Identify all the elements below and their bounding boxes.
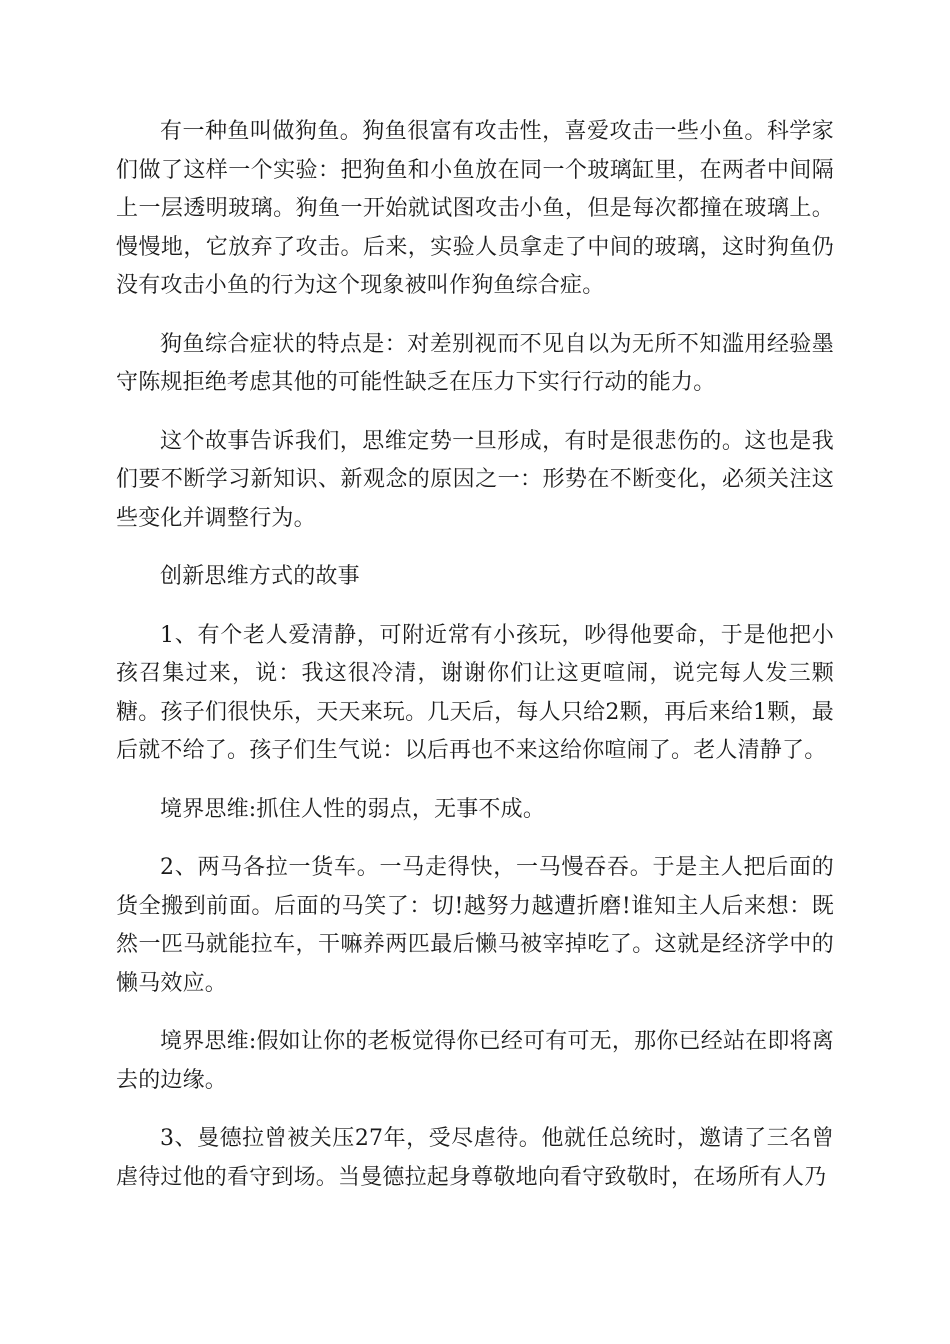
- paragraph-mandela-story: 3、曼德拉曾被关压27年，受尽虐待。他就任总统时，邀请了三名曾虐待过他的看守到场。当曼德拉起身尊敬地向看守致敬时，在场所有人乃: [116, 1126, 834, 1190]
- document-body: [116, 113, 834, 1217]
- paragraph-old-man-story: 1、有个老人爱清静，可附近常有小孩玩，吵得他要命，于是他把小孩召集过来，说：我这很冷清，谢谢你们让这更喧闹，说完每人发三颗糖。孩子们很快乐，天天来玩。几天后，每人只给2颗，再后来给1颗，最后就不给了。孩子们生气说：以后再也不来这给你喧闹了。老人清静了。: [116, 622, 834, 763]
- paragraph-pike-fish-story: 有一种鱼叫做狗鱼。狗鱼很富有攻击性，喜爱攻击一些小鱼。科学家们做了这样一个实验：把狗鱼和小鱼放在同一个玻璃缸里，在两者中间隔上一层透明玻璃。狗鱼一开始就试图攻击小鱼，但是每次都撞在玻璃上。慢慢地，它放弃了攻击。后来，实验人员拿走了中间的玻璃，这时狗鱼仍没有攻击小鱼的行为这个现象被叫作狗鱼综合症。: [116, 119, 834, 298]
- paragraph-insight-1: 境界思维:抓住人性的弱点，无事不成。: [160, 796, 546, 822]
- paragraph-insight-2: 境界思维:假如让你的老板觉得你已经可有可无，那你已经站在即将离去的边缘。: [116, 1029, 834, 1093]
- paragraph-story-lesson: 这个故事告诉我们，思维定势一旦形成，有时是很悲伤的。这也是我们要不断学习新知识、新观念的原因之一：形势在不断变化，必须关注这些变化并调整行为。: [116, 428, 834, 531]
- paragraph-pike-syndrome-traits: 狗鱼综合症状的特点是：对差别视而不见自以为无所不知滥用经验墨守陈规拒绝考虑其他的可能性缺乏在压力下实行行动的能力。: [116, 331, 834, 395]
- section-heading-innovative-thinking: 创新思维方式的故事: [160, 564, 360, 589]
- paragraph-two-horses-story: 2、两马各拉一货车。一马走得快，一马慢吞吞。于是主人把后面的货全搬到前面。后面的马笑了：切!越努力越遭折磨!谁知主人后来想：既然一匹马就能拉车，干嘛养两匹最后懒马被宰掉吃了。这就是经济学中的懒马效应。: [116, 855, 834, 996]
